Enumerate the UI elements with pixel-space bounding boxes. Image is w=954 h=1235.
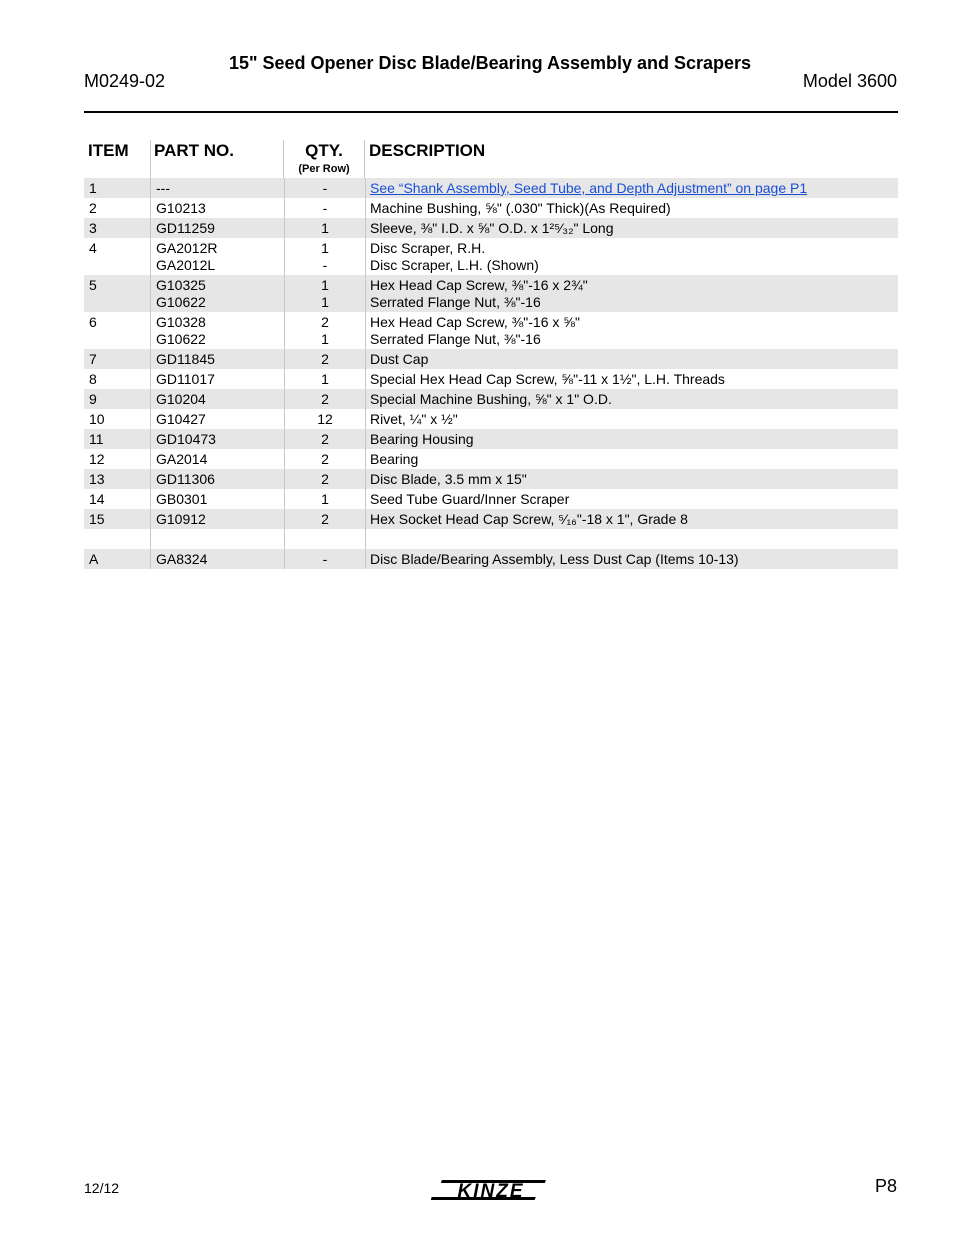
quantity-cell — [285, 218, 366, 238]
document-id: M0249-02 — [84, 71, 166, 91]
item-number-cell — [84, 238, 151, 275]
item-number: 5 — [89, 277, 97, 293]
item-number-cell — [84, 312, 151, 349]
description-cell — [366, 409, 898, 429]
part-number-cell — [151, 238, 285, 275]
item-number: 3 — [89, 220, 97, 236]
header-divider — [84, 111, 898, 113]
part-number-cell — [151, 429, 285, 449]
item-number: 6 — [89, 314, 97, 330]
quantity-cell — [285, 312, 366, 349]
item-number: 4 — [89, 240, 97, 256]
page-title: 15" Seed Opener Disc Blade/Bearing Assembly and Scrapers — [228, 53, 752, 73]
quantity: 12 — [317, 411, 333, 427]
part-number: G10325 — [156, 277, 206, 293]
quantity: 1 — [321, 294, 329, 310]
table-row — [84, 312, 898, 349]
quantity-cell — [285, 198, 366, 218]
quantity-cell — [285, 509, 366, 529]
description-cell — [366, 198, 898, 218]
item-number: 10 — [89, 411, 105, 427]
description: Hex Head Cap Screw, ⅜"-16 x 2¾" — [370, 277, 588, 293]
description: Rivet, ¼" x ½" — [370, 411, 458, 427]
description-cell — [366, 275, 898, 312]
item-number-cell — [84, 178, 151, 198]
description: Sleeve, ⅜" I.D. x ⅝" O.D. x 1²⁵⁄₃₂" Long — [370, 220, 614, 236]
item-number-cell — [84, 275, 151, 312]
quantity: 1 — [321, 277, 329, 293]
quantity-cell — [285, 549, 366, 569]
description: Machine Bushing, ⅝" (.030" Thick)(As Required) — [370, 200, 671, 216]
part-number-cell — [151, 178, 285, 198]
table-row — [84, 409, 898, 429]
quantity: 2 — [321, 314, 329, 330]
description-cell — [366, 218, 898, 238]
part-number-cell — [151, 312, 285, 349]
quantity-cell — [285, 429, 366, 449]
kinze-logo — [431, 1177, 551, 1203]
item-number: 13 — [89, 471, 105, 487]
table-row — [84, 369, 898, 389]
description: Special Machine Bushing, ⅝" x 1" O.D. — [370, 391, 612, 407]
part-number-cell — [151, 275, 285, 312]
page-number: P8 — [874, 1176, 897, 1196]
item-number-cell — [84, 198, 151, 218]
item-number-cell — [84, 509, 151, 529]
item-number-cell — [84, 469, 151, 489]
qty-label: QTY. — [305, 141, 343, 160]
item-number: 15 — [89, 511, 105, 527]
part-number-cell — [151, 509, 285, 529]
quantity: 2 — [321, 431, 329, 447]
column-separator — [364, 140, 365, 178]
part-number: G10213 — [156, 200, 206, 216]
parts-table — [84, 140, 898, 569]
description: Hex Socket Head Cap Screw, ⁵⁄₁₆"-18 x 1", Grade 8 — [370, 511, 688, 527]
part-number-cell — [151, 469, 285, 489]
column-separator — [150, 140, 151, 178]
table-row — [84, 218, 898, 238]
quantity-cell — [285, 369, 366, 389]
quantity: - — [322, 257, 328, 273]
quantity: 1 — [321, 371, 329, 387]
part-number-cell — [151, 218, 285, 238]
table-row — [84, 238, 898, 275]
part-number-cell — [151, 198, 285, 218]
model-name: Model 3600 — [802, 71, 897, 91]
quantity-cell — [285, 489, 366, 509]
logo-text: KINZE — [457, 1181, 525, 1202]
part-number: GD11306 — [156, 471, 215, 487]
part-number-cell — [151, 489, 285, 509]
table-spacer-cell — [285, 529, 366, 549]
table-body — [84, 178, 898, 569]
table-row — [84, 275, 898, 312]
column-header-part: PART NO. — [154, 141, 234, 160]
description-cell — [366, 312, 898, 349]
column-header-qty — [284, 141, 364, 175]
part-number: GD11259 — [156, 220, 215, 236]
part-number: GD11017 — [156, 371, 215, 387]
table-row — [84, 509, 898, 529]
footer-date: 12/12 — [84, 1180, 120, 1196]
item-number: 9 — [89, 391, 97, 407]
quantity-cell — [285, 469, 366, 489]
quantity-cell — [285, 178, 366, 198]
description-cell — [366, 549, 898, 569]
description-cell — [366, 238, 898, 275]
table-row — [84, 349, 898, 369]
table-header — [84, 140, 898, 178]
quantity: 2 — [321, 471, 329, 487]
item-number: 11 — [89, 431, 104, 447]
item-number-cell — [84, 449, 151, 469]
description-cell — [366, 509, 898, 529]
qty-sublabel: (Per Row) — [298, 163, 350, 175]
item-number-cell — [84, 409, 151, 429]
description: Disc Blade, 3.5 mm x 15" — [370, 471, 527, 487]
table-row — [84, 449, 898, 469]
part-number: GD10473 — [156, 431, 216, 447]
quantity: 1 — [321, 220, 329, 236]
quantity: 2 — [321, 451, 329, 467]
item-number: 7 — [89, 351, 97, 367]
part-number: G10912 — [156, 511, 206, 527]
part-number: --- — [156, 180, 170, 196]
quantity: - — [322, 551, 328, 567]
part-number: GA8324 — [156, 551, 208, 567]
table-row — [84, 389, 898, 409]
part-number: GB0301 — [156, 491, 208, 507]
part-number-cell — [151, 409, 285, 429]
description-cell — [366, 389, 898, 409]
quantity: 1 — [321, 491, 329, 507]
part-number: G10204 — [156, 391, 206, 407]
description: Serrated Flange Nut, ⅜"-16 — [370, 331, 541, 347]
part-number: GA2014 — [156, 451, 208, 467]
item-number-cell — [84, 429, 151, 449]
part-number: GD11845 — [156, 351, 215, 367]
description-cell — [366, 349, 898, 369]
description-cell — [366, 369, 898, 389]
part-number: G10622 — [156, 331, 206, 347]
description-cell — [366, 489, 898, 509]
description: Dust Cap — [370, 351, 429, 367]
part-number-cell — [151, 369, 285, 389]
description: Hex Head Cap Screw, ⅜"-16 x ⅝" — [370, 314, 580, 330]
table-row — [84, 429, 898, 449]
item-number-cell — [84, 389, 151, 409]
table-row — [84, 549, 898, 569]
table-spacer-cell — [84, 529, 151, 549]
quantity: 1 — [321, 331, 329, 347]
description: Special Hex Head Cap Screw, ⅝"-11 x 1½", L.H. Threads — [370, 371, 725, 387]
column-header-item: ITEM — [88, 141, 129, 160]
quantity-cell — [285, 238, 366, 275]
item-number: 14 — [89, 491, 105, 507]
quantity: - — [322, 200, 328, 216]
item-number-cell — [84, 349, 151, 369]
item-number-cell — [84, 218, 151, 238]
description: Disc Scraper, L.H. (Shown) — [370, 257, 539, 273]
page-reference-link[interactable]: See “Shank Assembly, Seed Tube, and Depth Adjustment” on page P1 — [370, 180, 808, 196]
column-header-description: DESCRIPTION — [369, 141, 486, 160]
table-row — [84, 198, 898, 218]
quantity: 2 — [321, 511, 329, 527]
part-number: G10328 — [156, 314, 206, 330]
item-number-cell — [84, 489, 151, 509]
item-number-cell — [84, 369, 151, 389]
part-number: GA2012R — [156, 240, 218, 256]
quantity-cell — [285, 409, 366, 429]
quantity-cell — [285, 449, 366, 469]
description: Disc Blade/Bearing Assembly, Less Dust Cap (Items 10-13) — [370, 551, 739, 567]
quantity: - — [322, 180, 328, 196]
description: Bearing — [370, 451, 419, 467]
item-number: 1 — [89, 180, 97, 196]
part-number: G10622 — [156, 294, 206, 310]
table-spacer-row — [84, 529, 898, 549]
description: Serrated Flange Nut, ⅜"-16 — [370, 294, 541, 310]
table-row — [84, 178, 898, 198]
quantity-cell — [285, 275, 366, 312]
quantity-cell — [285, 349, 366, 369]
part-number: G10427 — [156, 411, 206, 427]
description-cell — [366, 449, 898, 469]
quantity: 2 — [321, 351, 329, 367]
quantity: 2 — [321, 391, 329, 407]
item-number: 12 — [89, 451, 105, 467]
table-spacer-cell — [366, 529, 898, 549]
item-number: 8 — [89, 371, 97, 387]
description: Seed Tube Guard/Inner Scraper — [370, 491, 570, 507]
description: Bearing Housing — [370, 431, 474, 447]
item-number: A — [89, 551, 99, 567]
quantity-cell — [285, 389, 366, 409]
quantity: 1 — [321, 240, 329, 256]
description-cell — [366, 469, 898, 489]
part-number-cell — [151, 549, 285, 569]
item-number-cell — [84, 549, 151, 569]
description-cell — [366, 178, 898, 198]
part-number-cell — [151, 449, 285, 469]
description: Disc Scraper, R.H. — [370, 240, 486, 256]
part-number: GA2012L — [156, 257, 216, 273]
table-row — [84, 469, 898, 489]
table-spacer-cell — [151, 529, 285, 549]
description-cell — [366, 429, 898, 449]
item-number: 2 — [89, 200, 97, 216]
part-number-cell — [151, 349, 285, 369]
table-row — [84, 489, 898, 509]
part-number-cell — [151, 389, 285, 409]
